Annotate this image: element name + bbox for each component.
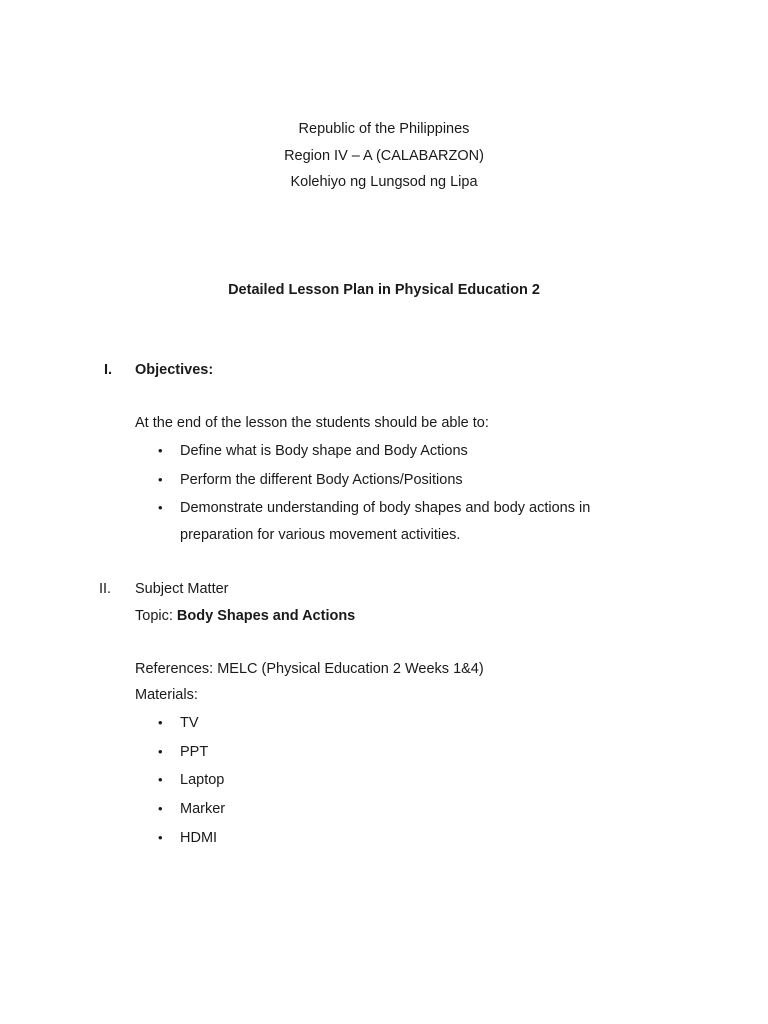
objective-item: Define what is Body shape and Body Actions	[180, 443, 468, 459]
material-item: TV	[180, 715, 199, 731]
objectives-intro: At the end of the lesson the students should be able to:	[135, 415, 489, 431]
materials-label: Materials:	[135, 687, 198, 703]
bullet-icon: •	[158, 472, 163, 487]
material-item: Laptop	[180, 772, 225, 788]
header-school: Kolehiyo ng Lungsod ng Lipa	[290, 174, 478, 190]
header-country: Republic of the Philippines	[298, 121, 470, 137]
bullet-icon: •	[158, 443, 163, 458]
header-region: Region IV – A (CALABARZON)	[284, 148, 484, 164]
section-2-numeral: II.	[99, 581, 112, 597]
topic-value: Body Shapes and Actions	[176, 608, 356, 624]
material-item: PPT	[180, 744, 209, 760]
bullet-icon: •	[158, 744, 163, 759]
bullet-icon: •	[158, 715, 163, 730]
bullet-icon: •	[158, 500, 163, 515]
objective-item: Demonstrate understanding of body shapes and body actions in	[180, 500, 591, 516]
topic-line	[135, 607, 355, 625]
section-1-numeral: I.	[104, 362, 113, 378]
bullet-icon: •	[158, 772, 163, 787]
material-item: HDMI	[180, 830, 218, 846]
bullet-icon: •	[158, 830, 163, 845]
objective-item: Perform the different Body Actions/Positions	[180, 472, 463, 488]
bullet-icon: •	[158, 801, 163, 816]
objective-item-continuation: preparation for various movement activities.	[180, 527, 461, 543]
topic-label: Topic:	[135, 608, 177, 624]
references-line: References: MELC (Physical Education 2 Weeks 1&4)	[135, 661, 484, 677]
document-title: Detailed Lesson Plan in Physical Education 2	[228, 282, 540, 298]
material-item: Marker	[180, 801, 226, 817]
objectives-heading: Objectives:	[135, 362, 214, 378]
subject-matter-heading: Subject Matter	[135, 581, 229, 597]
